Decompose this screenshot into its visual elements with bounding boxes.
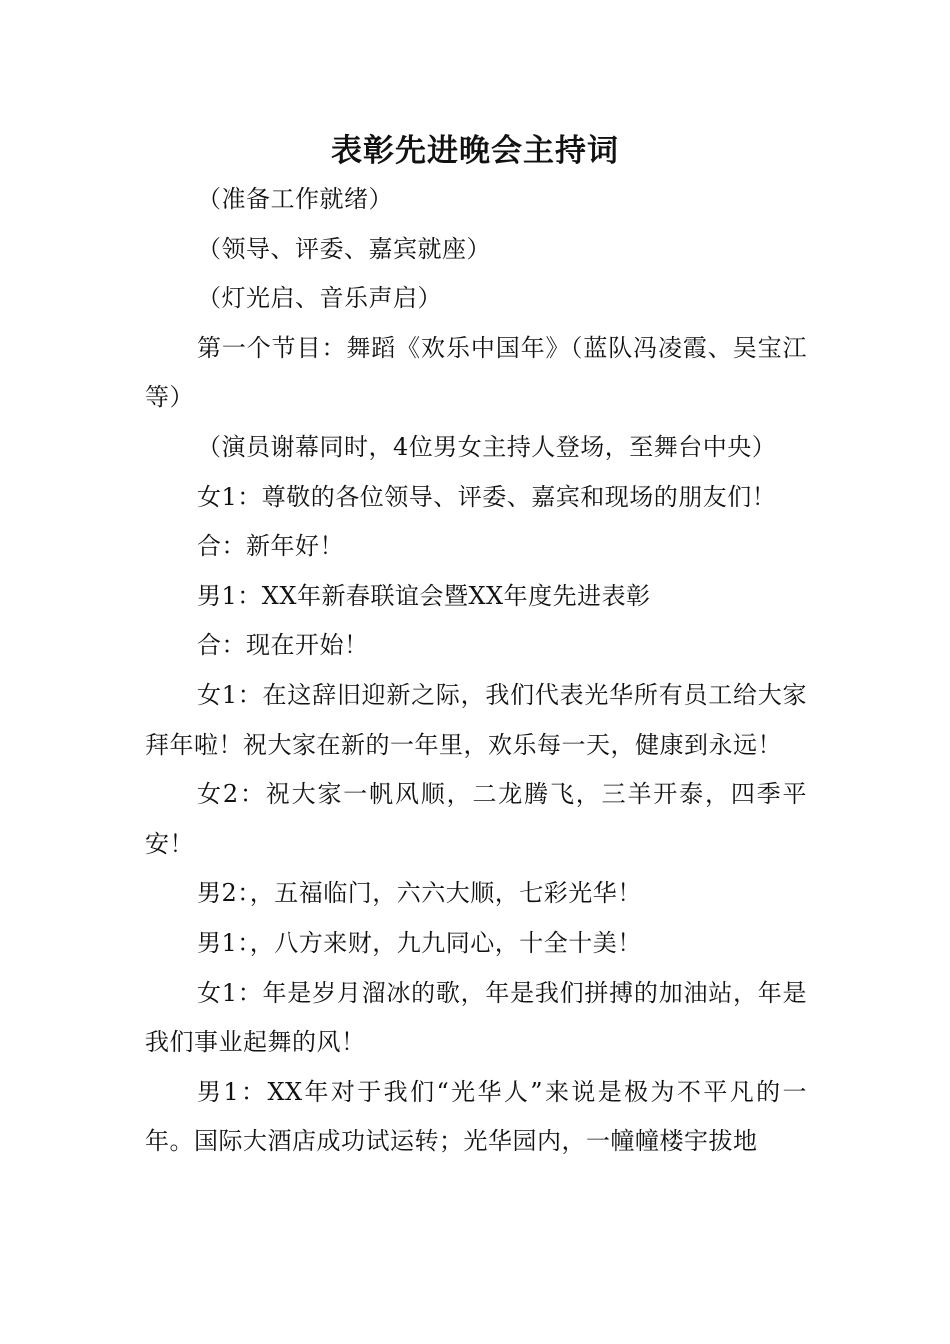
paragraph: （演员谢幕同时，4位男女主持人登场，至舞台中央）	[197, 432, 777, 461]
paragraph: 男1：，八方来财，九九同心，十全十美！	[197, 928, 642, 957]
paragraph: 女1：在这辞旧迎新之际，我们代表光华所有员工给大家拜年啦！祝大家在新的一年里，欢乐每一天，健康到永远！	[145, 680, 807, 759]
paragraph: （灯光启、音乐声启）	[197, 284, 442, 313]
paragraph: （领导、评委、嘉宾就座）	[197, 234, 491, 263]
document-title: 表彰先进晚会主持词	[331, 133, 619, 169]
paragraph: 女1：年是岁月溜冰的歌，年是我们拼搏的加油站，年是我们事业起舞的风！	[145, 978, 807, 1057]
document-body	[145, 175, 807, 1167]
paragraph: 女1：尊敬的各位领导、评委、嘉宾和现场的朋友们！	[197, 482, 777, 511]
paragraph: 男1：XX年对于我们“光华人”来说是极为不平凡的一年。国际大酒店成功试运转；光华园内，一幢幢楼宇拔地	[145, 1077, 807, 1156]
paragraph: 第一个节目：舞蹈《欢乐中国年》（蓝队冯凌霞、吴宝江等）	[145, 333, 807, 412]
paragraph: 男2：，五福临门，六六大顺，七彩光华！	[197, 879, 642, 908]
paragraph: 男1：XX年新春联谊会暨XX年度先进表彰	[197, 581, 651, 610]
paragraph: 合：现在开始！	[197, 631, 369, 660]
paragraph: 女2：祝大家一帆风顺，二龙腾飞，三羊开泰，四季平安！	[145, 780, 807, 858]
paragraph: 合：新年好！	[197, 532, 344, 561]
paragraph: （准备工作就绪）	[197, 185, 393, 213]
